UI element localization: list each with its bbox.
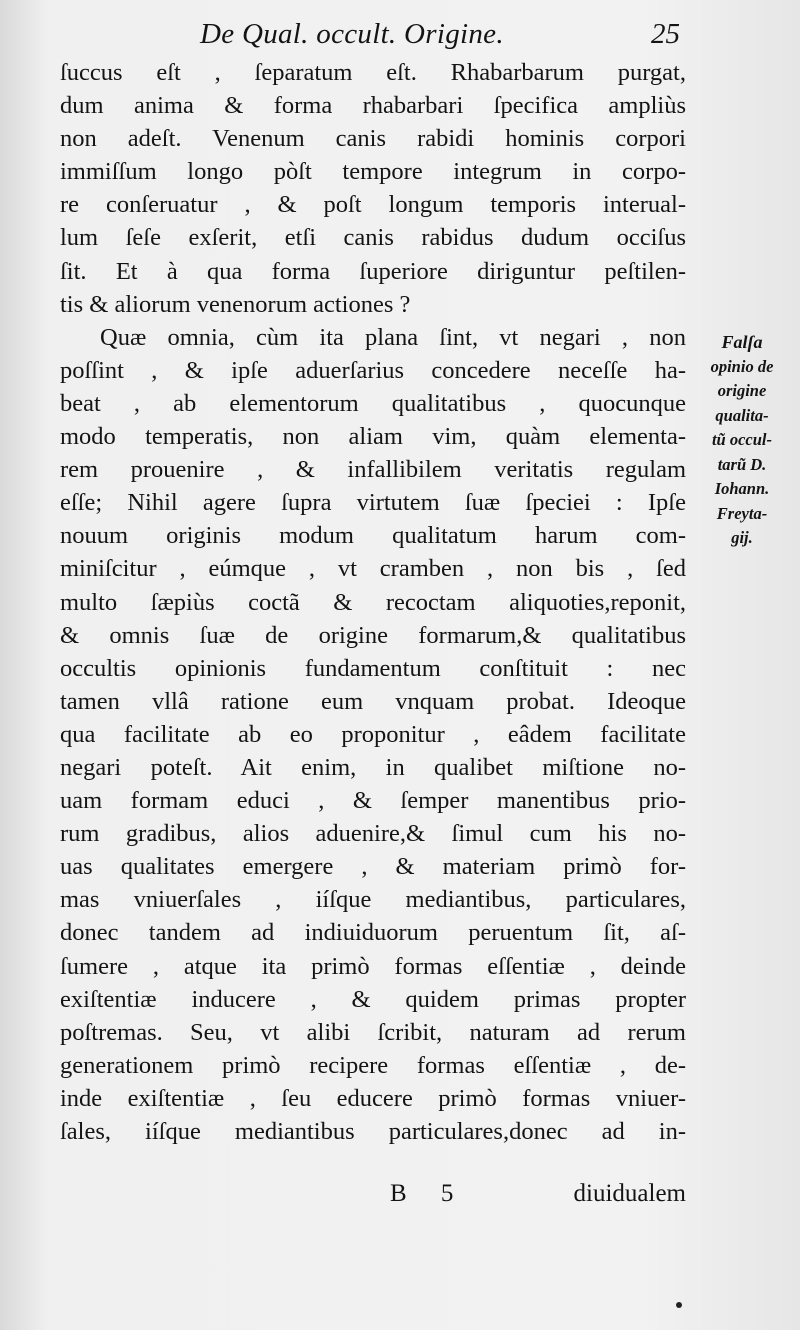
text-line: donec tandem ad indiuiduorum peruentum ſit, aſ- [60,919,686,947]
text-line: & omnis ſuæ de origine formarum,& qualitatibus [60,621,686,649]
text-line: non adeſt. Venenum canis rabidi hominis corpori [60,125,686,153]
text-line: ſuccus eſt , ſeparatum eſt. Rhabarbarum purgat, [60,59,686,86]
text-line: lum ſeſe exſerit, etſi canis rabidus dudum occiſus [60,224,686,252]
text-line: tamen vllâ ratione eum vnquam probat. Ideoque [60,687,686,715]
text-line: inde exiſtentiæ , ſeu educere primò formas vniuer- [60,1084,686,1112]
text-line: mas vniuerſales , iíſque mediantibus, particulares, [60,886,686,914]
text-line: generationem primò recipere formas eſſentiæ , de- [60,1051,686,1079]
catchword: diuidualem [573,1180,686,1207]
marginal-note-line: tarũ D. [717,454,767,474]
text-line: tis & aliorum venenorum actiones ? [60,290,411,318]
text-line: nouum originis modum qualitatum harum com- [60,522,686,550]
text-line: uas qualitates emergere , & materiam primò for- [60,853,686,881]
text-line: poſtremas. Seu, vt alibi ſcribit, naturam ad rerum [60,1018,686,1046]
marginal-note-line: qualita- [715,405,769,425]
text-line: negari poteſt. Ait enim, in qualibet miſtione no- [60,753,686,781]
text-line: ſales, iíſque mediantibus particulares,donec ad in- [60,1118,686,1145]
ink-speck [676,1302,682,1308]
text-line: eſſe; Nihil agere ſupra virtutem ſuæ ſpeciei : Ipſe [60,489,686,517]
page-footer [60,1180,686,1214]
text-line: dum anima & forma rhabarbari ſpecifica ampliùs [60,92,686,120]
text-line: occultis opinionis fundamentum conſtituit : nec [60,654,686,682]
text-line: re conſeruatur , & poſt longum temporis interual- [60,191,686,219]
marginal-note-line: gij. [731,528,753,547]
text-line: rum gradibus, alios aduenire,& ſimul cum his no- [60,820,686,848]
page-number: 25 [651,18,680,50]
marginal-note-line: Falſa [721,332,763,352]
marginal-note-line: Freyta- [716,503,768,523]
running-head [200,18,680,54]
text-line: qua facilitate ab eo proponitur , eâdem facilitate [60,720,686,748]
text-line: miniſcitur , eúmque , vt cramben , non bis , ſed [60,555,686,583]
running-title: De Qual. occult. Origine. [200,18,504,50]
paragraph-first-line: Quæ omnia, cùm ita plana ſint, vt negari , non [100,323,686,351]
text-line: multo ſæpiùs coctã & recoctam aliquoties,reponit, [60,588,686,616]
text-line: immiſſum longo pòſt tempore integrum in corpo- [60,158,686,186]
text-line: beat , ab elementorum qualitatibus , quocunque [60,389,686,417]
marginal-note-line: opinio de [710,356,774,376]
text-line: exiſtentiæ inducere , & quidem primas propter [60,985,686,1013]
text-line: uam formam educi , & ſemper manentibus prio- [60,787,686,815]
text-line: ſumere , atque ita primò formas eſſentiæ , deinde [60,952,686,980]
text-line: poſſint , & ipſe aduerſarius concedere neceſſe ha- [60,356,686,384]
body-text [60,56,686,1148]
text-line: ſit. Et à qua forma ſuperiore diriguntur peſtilen- [60,257,686,285]
marginal-note-line: tũ occul- [711,430,773,449]
text-line: rem prouenire , & infallibilem veritatis regulam [60,456,686,484]
marginal-note-line: origine [717,381,767,400]
marginal-note [688,330,796,551]
marginal-note-line: Iohann. [714,479,770,498]
signature-mark: B 5 [390,1180,468,1207]
text-line: modo temperatis, non aliam vim, quàm elementa- [60,423,686,451]
